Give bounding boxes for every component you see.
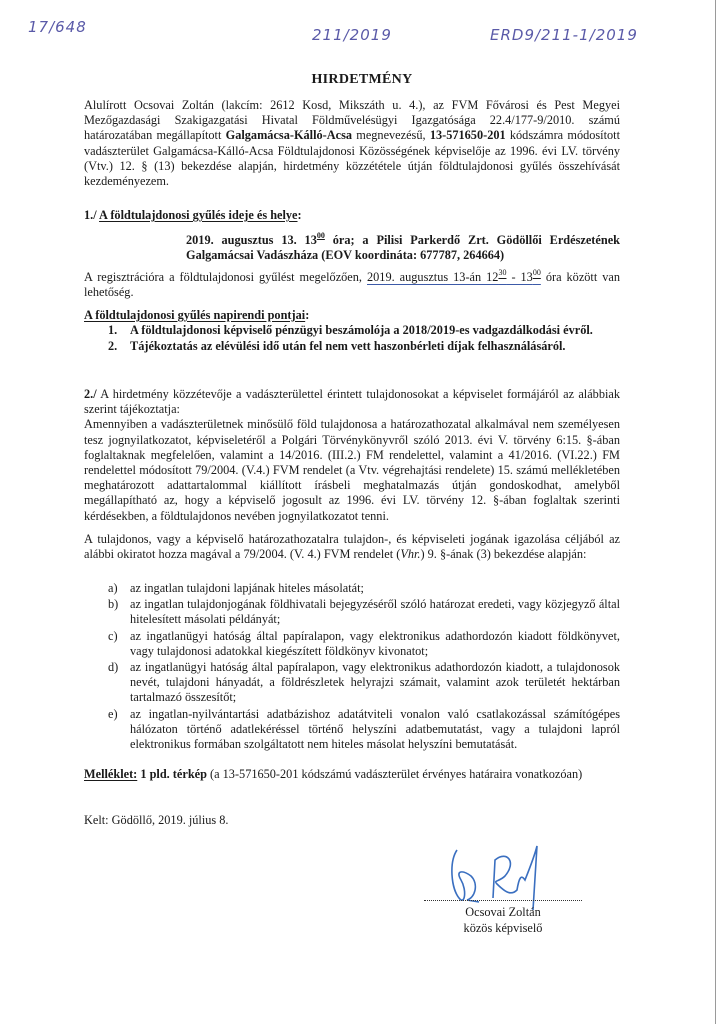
section1-heading bbox=[84, 208, 302, 223]
agenda-item bbox=[108, 323, 628, 339]
date-place: Kelt: Gödöllő, 2019. július 8. bbox=[84, 813, 229, 827]
handwritten-reference-left: 17/648 bbox=[28, 18, 87, 36]
page-edge bbox=[715, 0, 716, 1024]
agenda-text: A földtulajdonosi képviselő pénzügyi beszámolója a 2018/2019-es vadgazdálkodási évről. bbox=[130, 323, 593, 337]
hunting-area-code: 13-571650-201 bbox=[429, 128, 506, 143]
document-item bbox=[108, 629, 620, 659]
registration-end: - 13 bbox=[506, 270, 533, 284]
attachment-line bbox=[84, 767, 582, 782]
meeting-place: óra; a Pilisi Parkerdő Zrt. Gödöllői Erdészetének Galgamácsai Vadászháza (EOV koordináta: 677787, 264664) bbox=[186, 233, 620, 263]
document-letter: e) bbox=[108, 706, 118, 721]
meeting-date: 2019. augusztus 13. 13 bbox=[186, 233, 317, 247]
document-text: az ingatlan tulajdoni lapjának hiteles másolatát; bbox=[130, 581, 364, 595]
intro-text-3: kódszámra módosított vadászterület Galgamácsa-Kálló-Acsa Földtulajdonosi Közösségének képviselője az 1996. évi LV. törvény (Vtv.) 12. § (13) bekezdése alapján, hirdetmény közzététele útján földtulajdonosi gyűlés összehívását kezdeményezem. bbox=[84, 128, 620, 189]
document-text: az ingatlanügyi hatóság által papíralapon, vagy elektronikus adathordozón kiadott földkönyvet, vagy tulajdonosi adatokkal kiegészített földkönyv kivonatot; bbox=[130, 628, 620, 658]
required-documents-list bbox=[108, 581, 620, 753]
document-title: HIRDETMÉNY bbox=[311, 72, 413, 87]
intro-paragraph bbox=[84, 98, 620, 189]
attachment-description: (a 13-571650-201 kódszámú vadászterület érvényes határaira vonatkozóan) bbox=[206, 767, 583, 781]
document-letter: d) bbox=[108, 660, 119, 675]
meeting-minutes: 00 bbox=[316, 231, 325, 240]
vhr-abbreviation: Vhr. bbox=[400, 547, 421, 562]
section2-body bbox=[84, 387, 620, 562]
attachment-label: Melléklet: bbox=[84, 767, 138, 781]
section2-number: 2./ bbox=[84, 387, 97, 401]
document-text: az ingatlan-nyilvántartási adatbázishoz adatátviteli vonalon való csatlakozással számítógépes hálózaton történő adatlekéréssel történő helyszíni adatbemutatást, vagy a tulajdoni lapról elektronikus formában szolgáltatott nem hiteles másolat helyszíni bemutatását. bbox=[130, 706, 620, 752]
registration-paragraph bbox=[84, 270, 620, 300]
registration-text: A regisztrációra a földtulajdonosi gyűlést megelőzően, bbox=[84, 270, 367, 284]
document-item bbox=[108, 581, 620, 596]
agenda-title: A földtulajdonosi gyűlés napirendi pontjai bbox=[84, 308, 306, 322]
meeting-datetime-place bbox=[186, 233, 620, 263]
document-letter: a) bbox=[108, 581, 118, 595]
document-letter: c) bbox=[108, 628, 118, 643]
attachment-item: 1 pld. térkép bbox=[137, 767, 207, 781]
signature-line bbox=[424, 900, 582, 901]
hunting-area-name: Galgamácsa-Kálló-Acsa bbox=[225, 128, 353, 143]
registration-start-minutes: 30 bbox=[498, 268, 507, 277]
signer-role: közös képviselő bbox=[463, 921, 543, 935]
handwritten-reference-right: ERD9/211-1/2019 bbox=[490, 26, 638, 44]
document-letter: b) bbox=[108, 597, 119, 612]
registration-time bbox=[367, 270, 541, 284]
registration-text-end: óra között van lehetőség. bbox=[84, 270, 621, 300]
intro-text-2: megnevezésű, bbox=[352, 128, 430, 143]
document-item bbox=[108, 660, 620, 706]
section2-intro: A hirdetmény közzétevője a vadászterülettel érintett tulajdonosokat a képviselet formájáról az alábbiak szerint tájékoztatja: bbox=[84, 387, 620, 417]
agenda-list bbox=[108, 323, 628, 354]
representation-paragraph: Amennyiben a vadászterületnek minősülő föld tulajdonosa a határozathozatal alkalmával nem személyesen tesz jognyilatkozatot, képviseletéről a Polgári Törvénykönyvről szóló 2013. évi V. törvény 6:15. §-ában foglaltaknak megfelelően, valamint a 14/2016. (III.2.) FM rendelettel, valamint a 41/2016. (VI.22.) FM rendelettel módosított 79/2004. (V.4.) FVM rendelet (a Vtv. végrehajtási rendelete) 15. számú mellékletében meghatározott adattartalommal kiállított írásbeli meghatalmazás útján gondoskodhat, amelyből megállapítható az, hogy a képviselő jogosult az 1996. évi LV. törvény 12. §-ában foglaltak szerinti kérdésekben, a földtulajdonos nevében jognyilatkozatot tenni. bbox=[84, 417, 620, 523]
section1-number: 1./ bbox=[84, 208, 97, 222]
agenda-text: Tájékoztatás az elévülési idő után fel nem vett haszonbérleti díjak felhasználásáról. bbox=[130, 338, 566, 353]
registration-end-minutes: 00 bbox=[532, 268, 541, 277]
handwritten-reference-center: 211/2019 bbox=[312, 26, 392, 44]
agenda-number: 1. bbox=[108, 323, 118, 337]
signature-image bbox=[445, 840, 555, 915]
section1-title: A földtulajdonosi gyűlés ideje és helye bbox=[99, 208, 298, 222]
intro-text-1: Alulírott Ocsovai Zoltán (lakcím: 2612 Kosd, Mikszáth u. 4.), az FVM Fővárosi és Pest Megyei Mezőgazdasági Szakigazgatási Hivatal Földművelésügyi Igazgatósága 22.4/177-9/2010. számú határozatában megállapított bbox=[84, 98, 620, 143]
signer-name: Ocsovai Zoltán bbox=[465, 905, 541, 919]
registration-start: 2019. augusztus 13-án 12 bbox=[367, 270, 499, 284]
agenda-number: 2. bbox=[108, 338, 118, 353]
section1-colon: : bbox=[297, 208, 302, 222]
documents-intro-text: A tulajdonos, vagy a képviselő határozathozatalra tulajdon-, és képviseleti jogának igazolása céljából az alábbi okiratot hozza magával a 79/2004. (V. 4.) FVM rendelet ( bbox=[84, 531, 620, 562]
agenda-item bbox=[108, 339, 628, 355]
document-item bbox=[108, 597, 620, 627]
documents-intro-end: ) 9. §-ának (3) bekezdése alapján: bbox=[420, 547, 587, 562]
document-text: az ingatlanügyi hatóság által papíralapon, vagy elektronikus adathordozón kiadott, a tulajdonosok nevét, tulajdoni hányadát, a földrészletek helyrajzi számait, valamint azok területét hektárban tartalmazó összesítőt; bbox=[130, 660, 620, 705]
document-text: az ingatlan tulajdonjogának földhivatali bejegyzéséről szóló határozat eredeti, vagy közjegyző által hitelesített másolati példányát; bbox=[130, 597, 620, 627]
document-item bbox=[108, 707, 620, 753]
agenda-heading: A földtulajdonosi gyűlés napirendi pontjai: bbox=[84, 308, 310, 322]
